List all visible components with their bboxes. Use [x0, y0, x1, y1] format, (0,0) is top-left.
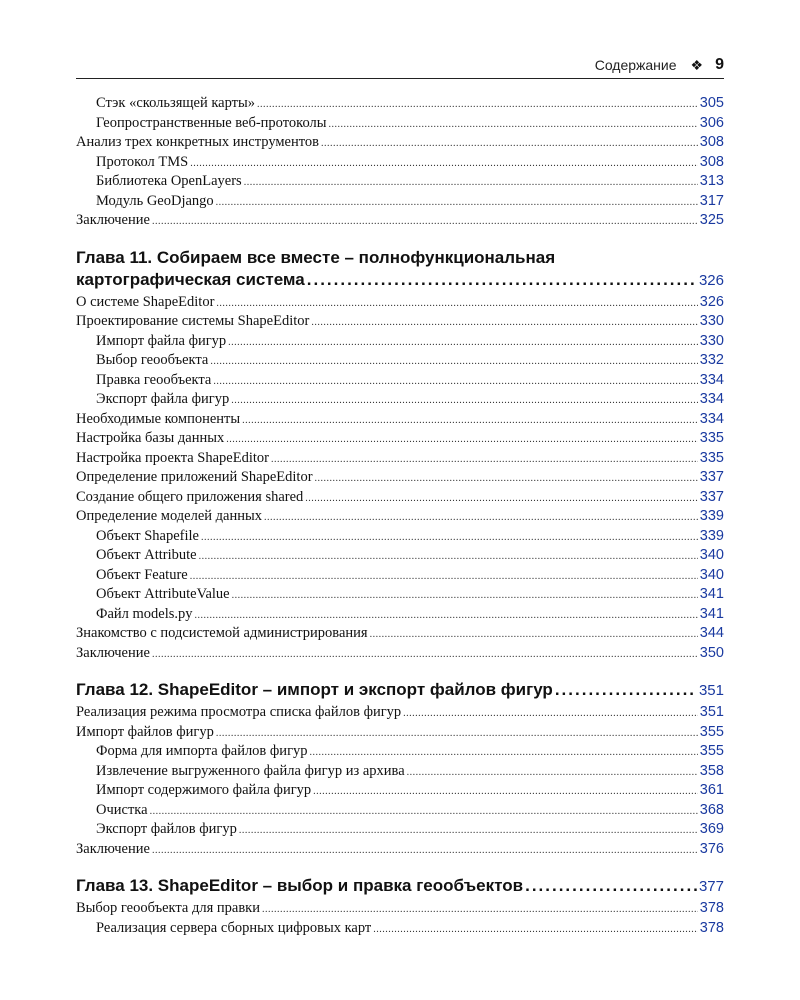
toc-entry-page: 361	[699, 782, 724, 798]
toc-entry-title: Объект Shapefile	[96, 527, 199, 544]
toc-entry-title: Анализ трех конкретных инструментов	[76, 134, 319, 150]
leader-dots	[262, 900, 698, 920]
leader-dots	[242, 411, 698, 431]
toc-entry-title: Определение моделей данных	[76, 508, 262, 524]
toc-entry[interactable]	[76, 153, 724, 173]
toc-entry[interactable]	[76, 94, 724, 114]
toc-entry-page: 339	[699, 508, 724, 524]
toc-entry-title: Импорт файлов фигур	[76, 723, 214, 740]
toc-entry-page: 340	[699, 547, 724, 563]
table-of-contents	[76, 94, 724, 938]
toc-entry-page: 337	[699, 469, 724, 485]
toc-entry[interactable]	[76, 429, 724, 449]
leader-dots	[190, 154, 698, 174]
toc-entry-page: 305	[699, 95, 724, 111]
leader-dots	[310, 743, 698, 763]
toc-entry-page: 340	[699, 566, 724, 583]
toc-entry-title: Импорт файла фигур	[96, 332, 227, 349]
toc-entry-page: 317	[699, 192, 724, 209]
toc-entry-title: Объект AttributeValue	[96, 586, 230, 602]
toc-entry[interactable]	[76, 624, 724, 644]
leader-dots	[239, 821, 698, 841]
toc-entry-title: Знакомство с подсистемой администрирования	[76, 625, 368, 641]
toc-entry[interactable]	[76, 114, 724, 134]
toc-entry[interactable]	[76, 546, 724, 566]
leader-dots	[210, 352, 697, 372]
toc-entry[interactable]	[76, 332, 724, 352]
toc-entry-title: Заключение	[76, 212, 150, 228]
leader-dots	[373, 920, 698, 940]
toc-entry-page: 326	[699, 293, 724, 310]
chapter-13-page: 377	[698, 878, 724, 895]
toc-entry-title: О системе ShapeEditor	[76, 293, 215, 310]
toc-entry-title: Объект Attribute	[96, 547, 197, 563]
leader-dots	[152, 645, 698, 665]
toc-entry[interactable]	[76, 644, 724, 664]
leader-dots	[228, 333, 698, 353]
toc-entry[interactable]	[76, 801, 724, 821]
toc-entry-page: 350	[699, 644, 724, 661]
chapter-11-page: 326	[698, 271, 724, 289]
toc-entry[interactable]	[76, 840, 724, 860]
leader-dots	[264, 508, 698, 528]
toc-entry[interactable]	[76, 133, 724, 153]
leader-dots	[201, 528, 698, 548]
toc-entry[interactable]	[76, 507, 724, 527]
leader-dots	[370, 625, 698, 645]
toc-entry-title: Настройка проекта ShapeEditor	[76, 449, 269, 466]
toc-entry-page: 330	[699, 332, 724, 349]
toc-entry-title: Протокол TMS	[96, 153, 189, 170]
toc-entry[interactable]	[76, 762, 724, 782]
toc-entry-title: Настройка базы данных	[76, 430, 225, 446]
toc-entry[interactable]	[76, 312, 724, 332]
toc-entry-title: Библиотека OpenLayers	[96, 173, 242, 189]
toc-entry-title: Правка геообъекта	[96, 371, 212, 388]
toc-entry[interactable]	[76, 410, 724, 430]
leader-dots	[216, 724, 698, 744]
chapter-13-entries	[76, 899, 724, 938]
chapter-11-title-line2: картографическая система	[76, 269, 305, 289]
chapter-11-heading[interactable]	[76, 269, 724, 291]
leader-dots	[313, 782, 698, 802]
toc-entry-title: Стэк «скользящей карты»	[96, 95, 256, 111]
toc-entry-page: 369	[699, 821, 724, 837]
toc-entry-title: Заключение	[76, 840, 150, 857]
chapter-11	[76, 247, 724, 291]
toc-entry-page: 337	[699, 488, 724, 505]
toc-entry-title: Экспорт файла фигур	[96, 391, 230, 407]
toc-entry[interactable]	[76, 820, 724, 840]
toc-entry-title: Импорт содержимого файла фигур	[96, 782, 312, 798]
leader-dots	[195, 606, 698, 626]
toc-entry-page: 341	[699, 605, 724, 622]
toc-entry-title: Форма для импорта файлов фигур	[96, 743, 308, 759]
toc-entry-title: Объект Feature	[96, 566, 188, 583]
leader-dots	[216, 193, 698, 213]
toc-entry[interactable]	[76, 605, 724, 625]
toc-entry-title: Создание общего приложения shared	[76, 488, 304, 505]
toc-entry-page: 355	[699, 723, 724, 740]
toc-entry[interactable]	[76, 351, 724, 371]
toc-entry-page: 332	[699, 352, 724, 368]
leader-dots	[199, 547, 698, 567]
chapter-12	[76, 679, 724, 701]
toc-entry[interactable]	[76, 899, 724, 919]
toc-entry-title: Необходимые компоненты	[76, 410, 241, 427]
leader-dots	[257, 95, 698, 115]
chapter-13-heading[interactable]	[76, 875, 724, 897]
leader-dots	[152, 841, 698, 861]
toc-entry-page: 344	[699, 625, 724, 641]
toc-entry-title: Проектирование системы ShapeEditor	[76, 313, 310, 329]
toc-entry[interactable]	[76, 919, 724, 939]
chapter-12-page: 351	[698, 682, 724, 699]
toc-entry-page: 368	[699, 801, 724, 818]
toc-entry[interactable]	[76, 703, 724, 723]
leader-dots	[329, 115, 698, 135]
toc-entry-page: 334	[699, 391, 724, 407]
leader-dots	[321, 134, 698, 154]
toc-entry[interactable]	[76, 192, 724, 212]
toc-entry-title: Реализация сервера сборных цифровых карт	[96, 919, 372, 936]
toc-entry-page: 325	[699, 212, 724, 228]
leader-dots	[231, 391, 698, 411]
toc-entry[interactable]	[76, 566, 724, 586]
leader-dots	[555, 679, 697, 701]
toc-entry-page: 306	[699, 114, 724, 131]
leader-dots	[190, 567, 698, 587]
toc-entry-title: Реализация режима просмотра списка файлов фигур	[76, 704, 402, 720]
toc-entry-page: 334	[699, 410, 724, 427]
toc-entry-title: Геопространственные веб-протоколы	[96, 114, 327, 131]
page-header	[76, 52, 724, 79]
toc-entry[interactable]	[76, 371, 724, 391]
leader-dots	[232, 586, 698, 606]
toc-entry[interactable]	[76, 449, 724, 469]
toc-entry-page: 358	[699, 762, 724, 779]
toc-entry[interactable]	[76, 390, 724, 410]
toc-entry-page: 330	[699, 313, 724, 329]
toc-entry-title: Файл models.py	[96, 605, 193, 622]
leader-dots	[150, 802, 698, 822]
leader-dots	[244, 173, 698, 193]
toc-group-top	[76, 94, 724, 231]
toc-entry-page: 378	[699, 900, 724, 916]
toc-entry[interactable]	[76, 723, 724, 743]
leader-dots	[525, 875, 697, 897]
leader-dots	[271, 450, 698, 470]
toc-entry-title: Определение приложений ShapeEditor	[76, 469, 313, 485]
leader-dots	[403, 704, 698, 724]
toc-entry[interactable]	[76, 172, 724, 192]
leader-dots	[213, 372, 697, 392]
toc-entry-page: 351	[699, 704, 724, 720]
toc-entry[interactable]	[76, 211, 724, 231]
toc-entry-page: 308	[699, 134, 724, 150]
leader-dots	[216, 294, 697, 314]
toc-entry-title: Модуль GeoDjango	[96, 192, 214, 209]
toc-entry-page: 378	[699, 919, 724, 936]
toc-entry-title: Выбор геообъекта	[96, 352, 209, 368]
page-number: 9	[715, 56, 724, 73]
toc-entry[interactable]	[76, 781, 724, 801]
toc-entry-title: Извлечение выгруженного файла фигур из архива	[96, 762, 405, 779]
chapter-12-heading[interactable]	[76, 679, 724, 701]
toc-entry-page: 355	[699, 743, 724, 759]
toc-entry[interactable]	[76, 742, 724, 762]
chapter-13-title: Глава 13. ShapeEditor – выбор и правка геообъектов	[76, 876, 524, 895]
leader-dots	[407, 763, 698, 783]
toc-entry[interactable]	[76, 585, 724, 605]
diamond-bullet-icon: ❖	[690, 56, 704, 73]
toc-entry-title: Заключение	[76, 644, 150, 661]
chapter-12-title: Глава 12. ShapeEditor – импорт и экспорт файлов фигур	[76, 680, 553, 699]
toc-entry-page: 339	[699, 527, 724, 544]
toc-entry-title: Экспорт файлов фигур	[96, 821, 237, 837]
section-title: Содержание	[594, 57, 677, 73]
toc-entry[interactable]	[76, 468, 724, 488]
toc-entry-page: 334	[699, 371, 724, 388]
toc-entry[interactable]	[76, 293, 724, 313]
chapter-13	[76, 875, 724, 897]
toc-entry-page: 308	[699, 153, 724, 170]
leader-dots	[305, 489, 698, 509]
chapter-12-entries	[76, 703, 724, 859]
leader-dots	[315, 469, 698, 489]
toc-entry-page: 376	[699, 840, 724, 857]
toc-entry-title: Очистка	[96, 801, 148, 818]
toc-entry-page: 313	[699, 173, 724, 189]
leader-dots	[226, 430, 698, 450]
toc-entry[interactable]	[76, 488, 724, 508]
toc-entry[interactable]	[76, 527, 724, 547]
leader-dots	[307, 269, 697, 291]
toc-entry-page: 341	[699, 586, 724, 602]
chapter-11-title-line1: Глава 11. Собираем все вместе – полнофункциональная	[76, 247, 556, 267]
toc-entry-page: 335	[699, 449, 724, 466]
leader-dots	[311, 313, 697, 333]
toc-entry-title: Выбор геообъекта для правки	[76, 900, 260, 916]
leader-dots	[152, 212, 698, 232]
toc-entry-page: 335	[699, 430, 724, 446]
chapter-11-entries	[76, 293, 724, 664]
